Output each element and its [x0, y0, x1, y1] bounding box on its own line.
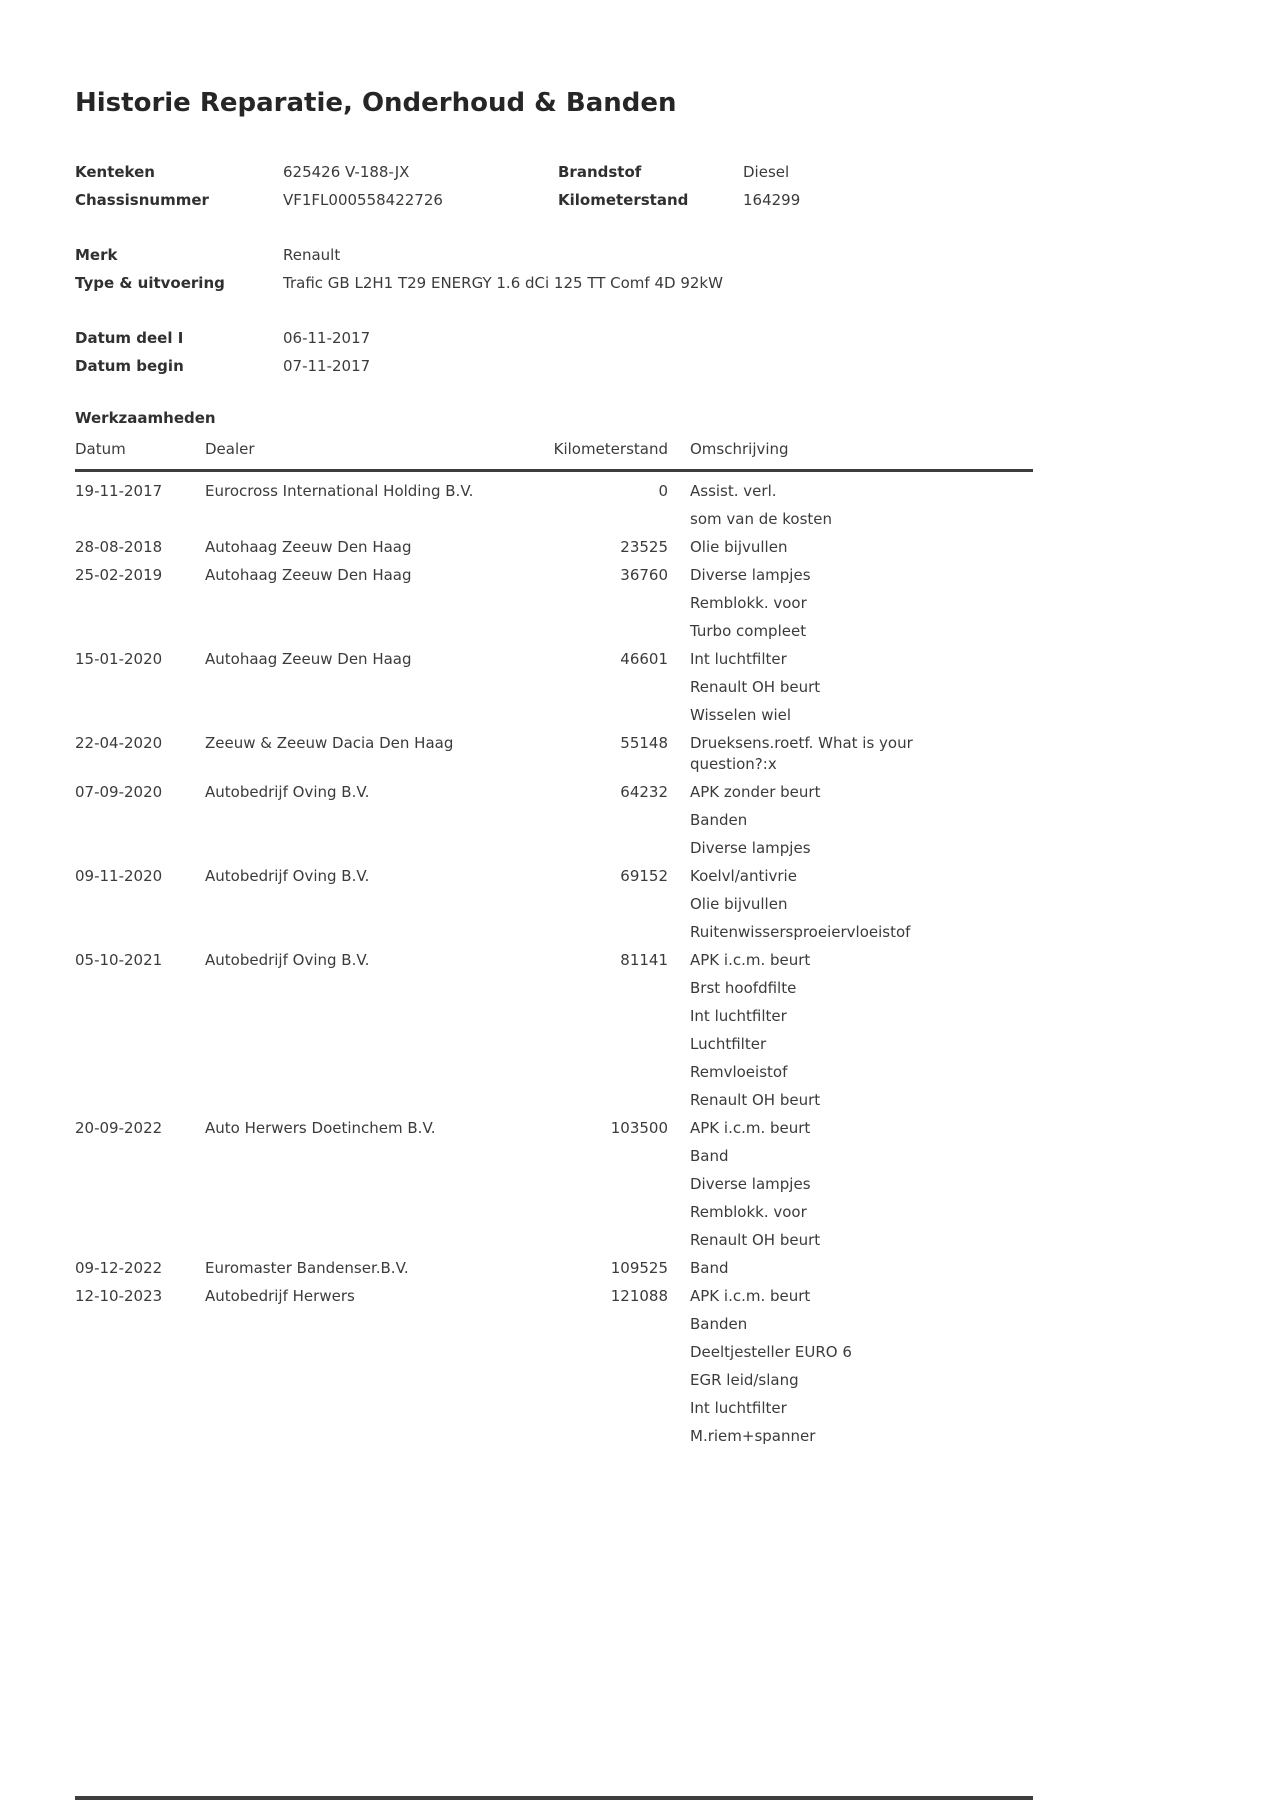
worklog-row-continuation: [75, 978, 1033, 1006]
worklog-kilometerstand: 46601: [620, 650, 668, 668]
worklog-datum: 07-09-2020: [75, 783, 163, 801]
worklog-datum: 12-10-2023: [75, 1287, 163, 1305]
worklog-omschrijving: Diverse lampjes: [690, 566, 811, 584]
worklog-omschrijving: Olie bijvullen: [690, 538, 788, 556]
worklog-datum: [75, 1398, 205, 1426]
worklog-datum: 05-10-2021: [75, 951, 163, 969]
worklog-omschrijving: APK i.c.m. beurt: [690, 1119, 811, 1137]
worklog-datum: 25-02-2019: [75, 566, 163, 584]
worklog-dealer: [205, 1146, 477, 1174]
worklog-row: [75, 1286, 1033, 1314]
worklog-datum: 20-09-2022: [75, 1119, 163, 1137]
worklog-dealer: [205, 705, 477, 733]
worklog-omschrijving: Band: [690, 1259, 729, 1277]
chassisnummer-value: VF1FL000558422726: [283, 191, 443, 209]
worklog-dealer: [205, 978, 477, 1006]
worklog-dealer: [205, 1062, 477, 1090]
kenteken-label: Kenteken: [75, 163, 155, 181]
worklog-kilometerstand: [505, 1006, 668, 1034]
worklog-omschrijving: Deeltjesteller EURO 6: [690, 1343, 852, 1361]
worklog-row-continuation: [75, 1034, 1033, 1062]
worklog-omschrijving: Brst hoofdfilte: [690, 979, 797, 997]
worklog-datum: [75, 1146, 205, 1174]
vehicle-details: [75, 241, 1033, 297]
date-details: [75, 324, 1033, 380]
worklog-row-continuation: [75, 1230, 1033, 1258]
worklog-dealer: [205, 1398, 477, 1426]
worklog-row-continuation: [75, 1006, 1033, 1034]
worklog-kilometerstand: [505, 509, 668, 537]
worklog-row-continuation: [75, 705, 1033, 733]
worklog-row-continuation: [75, 677, 1033, 705]
worklog-datum: [75, 1426, 205, 1454]
worklog-kilometerstand: [505, 1314, 668, 1342]
worklog-kilometerstand: 23525: [620, 538, 668, 556]
worklog-kilometerstand: 55148: [620, 734, 668, 752]
worklog-row: [75, 537, 1033, 565]
worklog-dealer: [205, 1202, 477, 1230]
worklog-kilometerstand: 81141: [620, 951, 668, 969]
worklog-datum: 09-11-2020: [75, 867, 163, 885]
worklog-dealer: Autobedrijf Oving B.V.: [205, 783, 370, 801]
worklog-dealer: [205, 677, 477, 705]
worklog-kilometerstand: [505, 1398, 668, 1426]
worklog-kilometerstand: [505, 593, 668, 621]
worklog-datum: [75, 1230, 205, 1258]
worklog-datum: [75, 894, 205, 922]
worklog-datum: [75, 1174, 205, 1202]
worklog-omschrijving: Wisselen wiel: [690, 706, 792, 724]
worklog-omschrijving: EGR leid/slang: [690, 1371, 799, 1389]
type-uitvoering-value: Trafic GB L2H1 T29 ENERGY 1.6 dCi 125 TT Comf 4D 92kW: [283, 274, 723, 292]
worklog-row-continuation: [75, 1370, 1033, 1398]
column-header-datum: Datum: [75, 440, 126, 458]
worklog-kilometerstand: 0: [658, 482, 668, 500]
worklog-omschrijving: Remblokk. voor: [690, 1203, 807, 1221]
worklog-kilometerstand: [505, 1146, 668, 1174]
worklog-row-continuation: [75, 1342, 1033, 1370]
worklog-dealer: [205, 894, 477, 922]
worklog-kilometerstand: 69152: [620, 867, 668, 885]
column-header-kilometerstand: Kilometerstand: [553, 440, 668, 458]
worklog-datum: [75, 621, 205, 649]
worklog-dealer: Autobedrijf Herwers: [205, 1287, 355, 1305]
worklog-omschrijving: Turbo compleet: [690, 622, 807, 640]
worklog-omschrijving: Renault OH beurt: [690, 1231, 821, 1249]
kilometerstand-value: 164299: [743, 191, 801, 209]
worklog-dealer: Autohaag Zeeuw Den Haag: [205, 538, 412, 556]
worklog-dealer: [205, 838, 477, 866]
worklog-omschrijving: Remvloeistof: [690, 1063, 788, 1081]
worklog-dealer: Autohaag Zeeuw Den Haag: [205, 566, 412, 584]
worklog-kilometerstand: [505, 1202, 668, 1230]
kilometerstand-label: Kilometerstand: [558, 191, 689, 209]
worklog-omschrijving: Diverse lampjes: [690, 1175, 811, 1193]
worklog-table: [75, 439, 1033, 1454]
worklog-datum: [75, 922, 205, 950]
worklog-omschrijving: Int luchtfilter: [690, 1399, 787, 1417]
worklog-row-continuation: [75, 1426, 1033, 1454]
worklog-omschrijving: Assist. verl.: [690, 482, 777, 500]
worklog-dealer: [205, 922, 477, 950]
werkzaamheden-heading: Werkzaamheden: [75, 409, 216, 427]
worklog-kilometerstand: [505, 1090, 668, 1118]
worklog-row-continuation: [75, 1062, 1033, 1090]
worklog-row-continuation: [75, 1202, 1033, 1230]
worklog-body: [75, 472, 1033, 1454]
worklog-omschrijving: Banden: [690, 1315, 748, 1333]
worklog-omschrijving: Luchtfilter: [690, 1035, 767, 1053]
worklog-kilometerstand: [505, 922, 668, 950]
worklog-omschrijving: Int luchtfilter: [690, 650, 787, 668]
worklog-datum: 22-04-2020: [75, 734, 163, 752]
worklog-omschrijving: Diverse lampjes: [690, 839, 811, 857]
worklog-dealer: [205, 1370, 477, 1398]
worklog-datum: 19-11-2017: [75, 482, 163, 500]
worklog-omschrijving: Drueksens.roetf. What is your question?:x: [690, 734, 913, 773]
worklog-datum: [75, 1370, 205, 1398]
page-title: Historie Reparatie, Onderhoud & Banden: [75, 88, 677, 118]
worklog-datum: [75, 677, 205, 705]
worklog-kilometerstand: [505, 1174, 668, 1202]
worklog-datum: [75, 978, 205, 1006]
chassisnummer-label: Chassisnummer: [75, 191, 209, 209]
worklog-omschrijving: Koelvl/antivrie: [690, 867, 797, 885]
worklog-dealer: [205, 810, 477, 838]
worklog-row-continuation: [75, 1146, 1033, 1174]
worklog-datum: [75, 810, 205, 838]
worklog-kilometerstand: [505, 677, 668, 705]
worklog-row-continuation: [75, 1090, 1033, 1118]
worklog-row-continuation: [75, 838, 1033, 866]
worklog-omschrijving: APK i.c.m. beurt: [690, 1287, 811, 1305]
worklog-kilometerstand: [505, 1370, 668, 1398]
worklog-omschrijving: Band: [690, 1147, 729, 1165]
worklog-row: [75, 866, 1033, 894]
worklog-dealer: Autohaag Zeeuw Den Haag: [205, 650, 412, 668]
worklog-datum: 15-01-2020: [75, 650, 163, 668]
worklog-omschrijving: som van de kosten: [690, 510, 832, 528]
worklog-datum: [75, 593, 205, 621]
worklog-dealer: [205, 1034, 477, 1062]
worklog-omschrijving: Olie bijvullen: [690, 895, 788, 913]
datum-begin-label: Datum begin: [75, 357, 184, 375]
worklog-kilometerstand: [505, 810, 668, 838]
worklog-row: [75, 649, 1033, 677]
worklog-row: [75, 481, 1033, 509]
worklog-omschrijving: APK i.c.m. beurt: [690, 951, 811, 969]
worklog-dealer: [205, 1314, 477, 1342]
worklog-datum: [75, 1062, 205, 1090]
worklog-header-row: [75, 439, 1033, 472]
worklog-row-continuation: [75, 593, 1033, 621]
brandstof-value: Diesel: [743, 163, 790, 181]
worklog-omschrijving: Renault OH beurt: [690, 1091, 821, 1109]
worklog-kilometerstand: [505, 705, 668, 733]
worklog-row: [75, 1258, 1033, 1286]
worklog-datum: 09-12-2022: [75, 1259, 163, 1277]
worklog-datum: [75, 1342, 205, 1370]
worklog-kilometerstand: 103500: [610, 1119, 668, 1137]
worklog-omschrijving: Remblokk. voor: [690, 594, 807, 612]
merk-value: Renault: [283, 246, 341, 264]
worklog-kilometerstand: [505, 1426, 668, 1454]
worklog-datum: [75, 705, 205, 733]
worklog-dealer: Eurocross International Holding B.V.: [205, 482, 474, 500]
datum-deel-1-label: Datum deel I: [75, 329, 184, 347]
worklog-kilometerstand: 64232: [620, 783, 668, 801]
datum-deel-1-value: 06-11-2017: [283, 329, 371, 347]
worklog-omschrijving: Int luchtfilter: [690, 1007, 787, 1025]
worklog-dealer: Euromaster Bandenser.B.V.: [205, 1259, 409, 1277]
worklog-kilometerstand: [505, 838, 668, 866]
worklog-datum: 28-08-2018: [75, 538, 163, 556]
worklog-kilometerstand: 121088: [610, 1287, 668, 1305]
worklog-kilometerstand: [505, 978, 668, 1006]
worklog-dealer: [205, 593, 477, 621]
worklog-row-continuation: [75, 1398, 1033, 1426]
worklog-datum: [75, 1006, 205, 1034]
worklog-dealer: [205, 509, 477, 537]
worklog-dealer: Zeeuw & Zeeuw Dacia Den Haag: [205, 734, 454, 752]
worklog-kilometerstand: [505, 894, 668, 922]
worklog-kilometerstand: [505, 1062, 668, 1090]
worklog-kilometerstand: [505, 1034, 668, 1062]
worklog-row: [75, 733, 1033, 782]
worklog-row: [75, 565, 1033, 593]
worklog-omschrijving: Renault OH beurt: [690, 678, 821, 696]
worklog-datum: [75, 509, 205, 537]
worklog-dealer: [205, 1230, 477, 1258]
worklog-dealer: [205, 1174, 477, 1202]
worklog-kilometerstand: [505, 621, 668, 649]
worklog-kilometerstand: 36760: [620, 566, 668, 584]
kenteken-value: 625426 V-188-JX: [283, 163, 410, 181]
worklog-dealer: Autobedrijf Oving B.V.: [205, 867, 370, 885]
worklog-row: [75, 782, 1033, 810]
worklog-omschrijving: Ruitenwissersproeiervloeistof: [690, 923, 911, 941]
worklog-datum: [75, 1202, 205, 1230]
worklog-omschrijving: Banden: [690, 811, 748, 829]
datum-begin-value: 07-11-2017: [283, 357, 371, 375]
worklog-row-continuation: [75, 621, 1033, 649]
worklog-row-continuation: [75, 509, 1033, 537]
worklog-dealer: Auto Herwers Doetinchem B.V.: [205, 1119, 436, 1137]
type-uitvoering-label: Type & uitvoering: [75, 274, 225, 292]
worklog-omschrijving: M.riem+spanner: [690, 1427, 816, 1445]
column-header-omschrijving: Omschrijving: [690, 440, 789, 458]
merk-label: Merk: [75, 246, 118, 264]
worklog-datum: [75, 838, 205, 866]
worklog-row: [75, 950, 1033, 978]
worklog-row-continuation: [75, 894, 1033, 922]
worklog-kilometerstand: 109525: [610, 1259, 668, 1277]
worklog-dealer: [205, 1090, 477, 1118]
worklog-dealer: [205, 1342, 477, 1370]
worklog-dealer: [205, 1006, 477, 1034]
worklog-dealer: [205, 1426, 477, 1454]
worklog-dealer: [205, 621, 477, 649]
worklog-row-continuation: [75, 922, 1033, 950]
brandstof-label: Brandstof: [558, 163, 642, 181]
worklog-row-continuation: [75, 1314, 1033, 1342]
worklog-kilometerstand: [505, 1342, 668, 1370]
registration-details: [75, 158, 1033, 214]
page-bottom-rule: [75, 1796, 1033, 1800]
worklog-row-continuation: [75, 1174, 1033, 1202]
worklog-kilometerstand: [505, 1230, 668, 1258]
worklog-omschrijving: APK zonder beurt: [690, 783, 821, 801]
worklog-row: [75, 1118, 1033, 1146]
worklog-dealer: Autobedrijf Oving B.V.: [205, 951, 370, 969]
worklog-datum: [75, 1034, 205, 1062]
worklog-row-continuation: [75, 810, 1033, 838]
worklog-datum: [75, 1314, 205, 1342]
worklog-datum: [75, 1090, 205, 1118]
column-header-dealer: Dealer: [205, 440, 255, 458]
